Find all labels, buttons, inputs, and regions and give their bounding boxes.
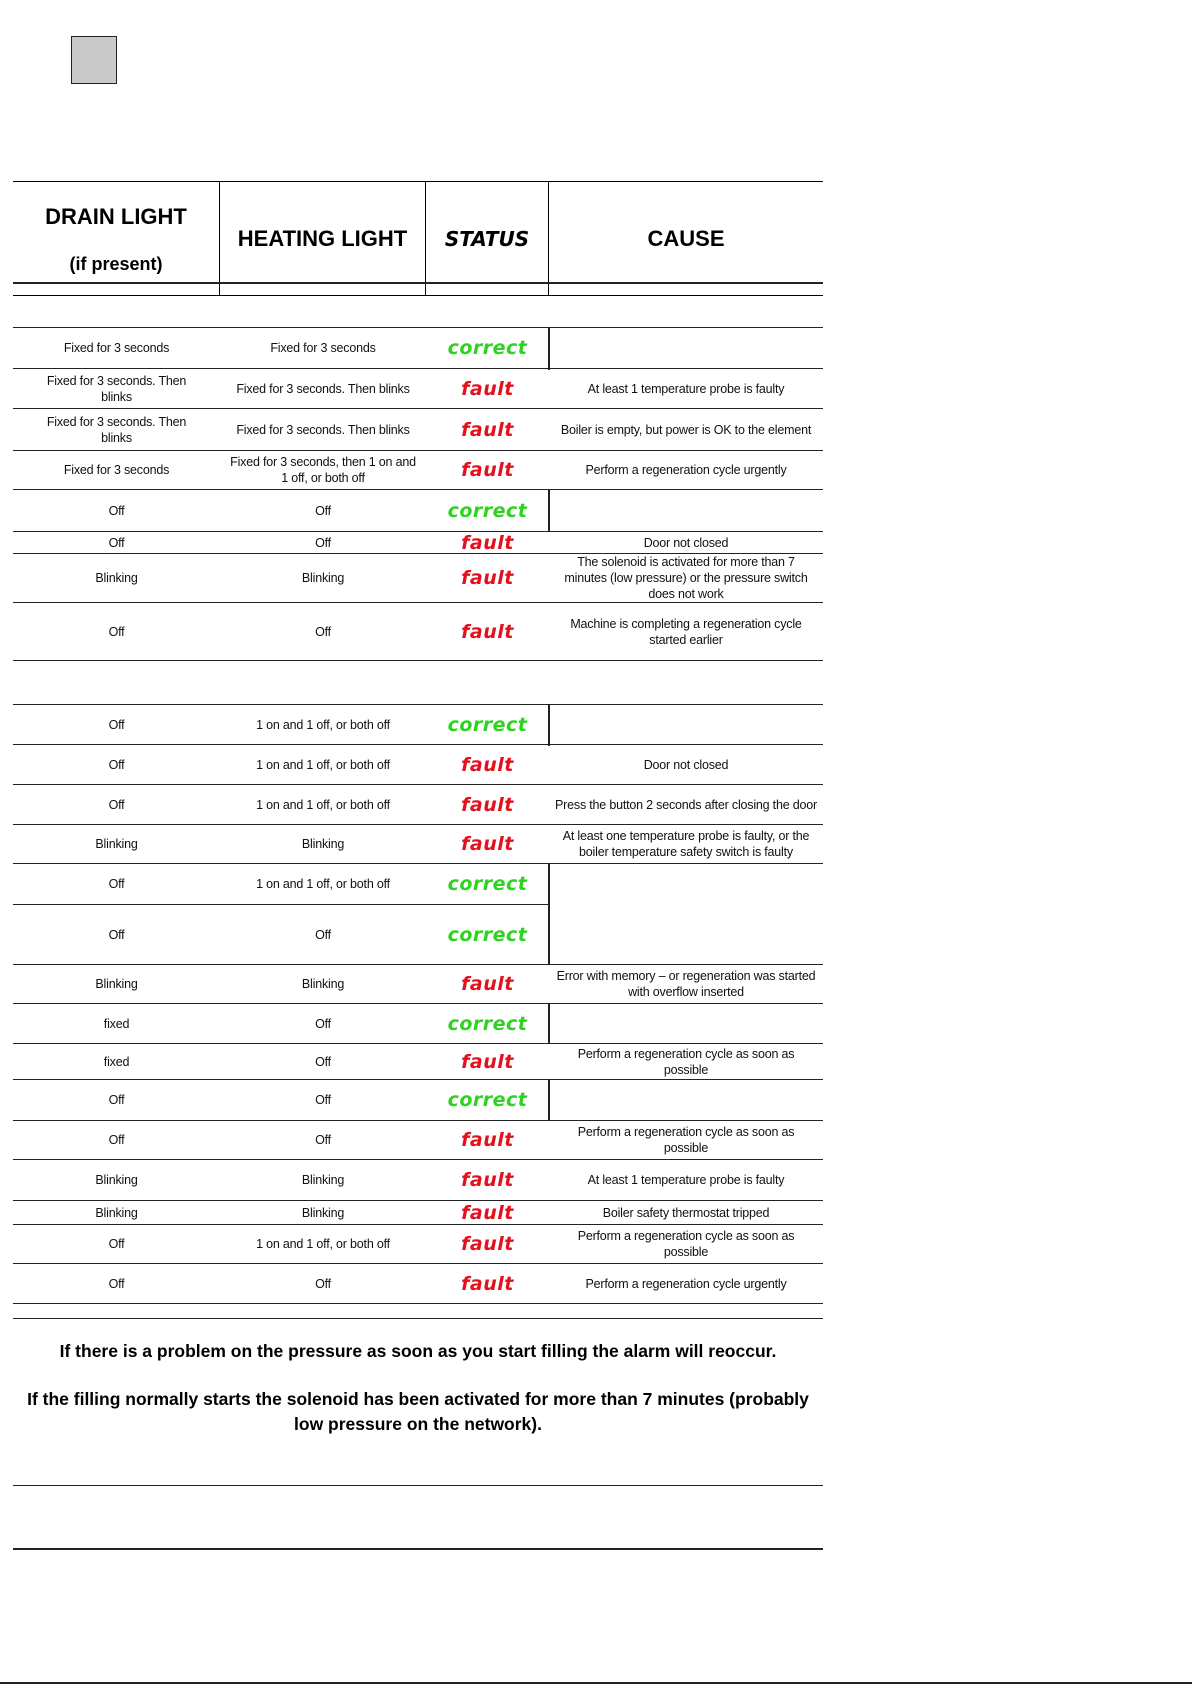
heating-light-cell-text: Off: [315, 535, 331, 550]
cause-cell-text: Perform a regeneration cycle urgently: [585, 1276, 787, 1291]
heating-light-cell: [220, 1004, 426, 1043]
drain-light-cell-text: Off: [108, 1093, 125, 1107]
heating-light-cell: [220, 1044, 426, 1079]
header-heating-title: HEATING LIGHT: [237, 226, 408, 251]
drain-light-cell-text: Blinking: [95, 1173, 138, 1187]
cause-box-border: [548, 490, 550, 532]
drain-light-cell: [13, 1201, 220, 1224]
drain-light-cell: [13, 905, 220, 964]
drain-light-cell-text: Off: [108, 797, 125, 812]
status-cell: [426, 1225, 549, 1263]
status-cell: [426, 825, 549, 863]
table-row: [13, 554, 823, 603]
status-cell: [426, 1121, 549, 1159]
cause-cell-text: At least one temperature probe is faulty, or the boiler temperature safety switch is faulty: [562, 829, 810, 859]
table-row: [13, 1201, 823, 1225]
cause-cell: [549, 1160, 823, 1200]
drain-light-cell-text: Off: [108, 503, 125, 518]
status-cell-text: fault: [461, 567, 514, 589]
heating-light-cell: [220, 825, 426, 863]
table-row: [13, 369, 823, 409]
heating-light-cell: [220, 554, 426, 602]
heating-light-cell: [220, 1264, 426, 1303]
pressure-note: [13, 1318, 823, 1486]
table-header: [13, 181, 823, 296]
status-cell: [426, 1044, 549, 1079]
drain-light-cell: [13, 603, 220, 660]
heating-light-cell-text: Off: [315, 1276, 331, 1291]
cause-cell-text: Perform a regeneration cycle as soon as possible: [577, 1046, 795, 1077]
cause-cell: [549, 745, 823, 784]
status-cell: [426, 490, 549, 531]
heating-light-cell-text: 1 on and 1 off, or both off: [256, 717, 390, 732]
table-row: [13, 864, 823, 905]
status-cell: [426, 1004, 549, 1043]
cause-box-border: [548, 1004, 550, 1044]
page-bottom-rule: [0, 1682, 1192, 1684]
row-top-rule: [13, 704, 549, 706]
heating-light-cell: [220, 785, 426, 824]
drain-light-cell: [13, 965, 220, 1003]
table-row: [13, 532, 823, 554]
heating-light-cell: [220, 965, 426, 1003]
status-cell-text: fault: [461, 1201, 514, 1224]
cause-cell: [549, 1264, 823, 1303]
cause-cell: [549, 1044, 823, 1079]
cause-cell: [549, 1225, 823, 1263]
drain-light-cell: [13, 1225, 220, 1263]
row-top-rule: [13, 327, 549, 329]
heating-light-cell: [220, 1201, 426, 1224]
heating-light-cell: [220, 1225, 426, 1263]
drain-light-cell-text: Blinking: [95, 1205, 138, 1220]
drain-light-cell: [13, 554, 220, 602]
header-status: [426, 182, 549, 296]
status-cell-text: fault: [461, 973, 514, 995]
status-cell: [426, 745, 549, 784]
cause-cell-text: Boiler safety thermostat tripped: [602, 1205, 770, 1220]
status-cell: [426, 1264, 549, 1303]
heating-light-cell: [220, 745, 426, 784]
drain-light-cell: [13, 328, 220, 368]
status-cell-text: fault: [461, 1169, 514, 1191]
status-cell: [426, 1160, 549, 1200]
drain-light-cell-text: Blinking: [95, 837, 138, 851]
status-cell-text: fault: [461, 459, 514, 481]
cause-cell: [549, 409, 823, 450]
table-row: [13, 1160, 823, 1201]
status-cell: [426, 1201, 549, 1224]
drain-light-cell: [13, 705, 220, 744]
table-row: [13, 704, 823, 745]
row-top-rule: [13, 1003, 549, 1005]
heating-light-cell-text: Off: [315, 624, 331, 639]
status-cell: [426, 409, 549, 450]
cause-cell: [549, 864, 823, 904]
table-row: [13, 1121, 823, 1160]
status-cell: [426, 603, 549, 660]
header-drain-light: [13, 182, 220, 296]
heating-light-cell-text: Fixed for 3 seconds. Then blinks: [236, 422, 410, 437]
table-row: [13, 327, 823, 369]
status-cell-text: correct: [447, 873, 528, 895]
cause-box-border: [548, 1080, 550, 1121]
table-row: [13, 905, 823, 965]
heating-light-cell: [220, 490, 426, 531]
cause-cell-text: Door not closed: [643, 535, 729, 550]
status-cell: [426, 905, 549, 964]
heating-light-cell-text: Off: [315, 1093, 331, 1107]
drain-light-cell-text: Fixed for 3 seconds. Then blinks: [46, 414, 187, 445]
cause-cell-text: Door not closed: [643, 757, 729, 772]
heating-light-cell-text: Blinking: [301, 571, 345, 585]
cause-cell-text: At least 1 temperature probe is faulty: [587, 381, 785, 396]
heating-light-cell-text: Fixed for 3 seconds. Then blinks: [236, 381, 410, 396]
status-cell: [426, 554, 549, 602]
heating-light-cell-text: Blinking: [301, 977, 345, 991]
cause-cell: [549, 1201, 823, 1224]
drain-light-cell-text: Off: [108, 1276, 125, 1291]
drain-light-cell-text: Fixed for 3 seconds: [63, 341, 170, 355]
row-top-rule: [13, 863, 549, 865]
cause-cell-text: Error with memory – or regeneration was started with overflow inserted: [556, 969, 816, 999]
drain-light-cell: [13, 864, 220, 904]
drain-light-cell: [13, 825, 220, 863]
cause-cell: [549, 905, 823, 964]
table-row: [13, 785, 823, 825]
table-row: [13, 1080, 823, 1121]
cause-box-border: [548, 705, 550, 746]
heating-light-cell-text: Blinking: [301, 837, 345, 851]
status-cell-text: correct: [447, 1012, 528, 1035]
status-cell: [426, 451, 549, 489]
heating-light-cell: [220, 409, 426, 450]
drain-light-cell-text: Fixed for 3 seconds: [63, 463, 170, 477]
cause-cell: [549, 451, 823, 489]
page-thumbnail: [71, 36, 117, 84]
heating-light-cell: [220, 1121, 426, 1159]
table-row: [13, 451, 823, 490]
table-row: [13, 965, 823, 1004]
cause-cell: [549, 1004, 823, 1043]
note-line-1: If there is a problem on the pressure as soon as you start filling the alarm will reoccur.: [59, 1341, 777, 1361]
status-cell-text: fault: [461, 753, 514, 776]
status-cell: [426, 785, 549, 824]
heating-light-cell-text: Off: [315, 1133, 331, 1147]
table-row: [13, 1004, 823, 1044]
status-cell-text: fault: [461, 1050, 514, 1073]
heating-light-cell-text: Blinking: [301, 1173, 345, 1187]
drain-light-cell: [13, 1004, 220, 1043]
status-cell-text: correct: [447, 1089, 528, 1111]
cause-box-border: [548, 328, 550, 370]
status-cell-text: correct: [447, 923, 528, 946]
drain-light-cell: [13, 785, 220, 824]
heating-light-cell-text: 1 on and 1 off, or both off: [256, 757, 390, 772]
header-heating-light: [220, 182, 426, 296]
drain-light-cell-text: fixed: [103, 1054, 130, 1069]
table-row: [13, 1044, 823, 1080]
drain-light-cell-text: Blinking: [95, 571, 138, 585]
status-cell-text: correct: [447, 499, 528, 522]
header-drain-title: DRAIN LIGHT: [45, 203, 187, 229]
heating-light-cell: [220, 905, 426, 964]
status-cell-text: fault: [461, 531, 514, 554]
heating-light-cell-text: 1 on and 1 off, or both off: [256, 1237, 390, 1251]
end-divider: [13, 1548, 823, 1550]
drain-light-cell: [13, 490, 220, 531]
status-cell-text: fault: [461, 833, 514, 855]
drain-light-cell: [13, 745, 220, 784]
header-drain-sub: (if present): [69, 253, 163, 274]
drain-light-cell-text: Off: [108, 927, 125, 942]
heating-light-cell: [220, 864, 426, 904]
status-cell-text: correct: [447, 337, 528, 359]
drain-light-cell-text: Fixed for 3 seconds. Then blinks: [46, 373, 187, 404]
cause-cell: [549, 825, 823, 863]
heating-light-cell-text: Off: [315, 1016, 331, 1031]
cause-cell-text: Boiler is empty, but power is OK to the element: [560, 422, 812, 437]
status-cell-text: fault: [461, 1233, 514, 1255]
status-cell: [426, 965, 549, 1003]
section-rule: [13, 282, 823, 284]
heating-light-cell-text: Fixed for 3 seconds: [270, 341, 376, 355]
status-cell-text: fault: [461, 418, 514, 441]
drain-light-cell-text: fixed: [103, 1016, 130, 1031]
drain-light-cell-text: Off: [108, 1133, 125, 1147]
cause-cell: [549, 1080, 823, 1120]
status-cell-text: correct: [447, 713, 528, 736]
row-top-rule: [13, 489, 549, 491]
drain-light-cell-text: Off: [108, 624, 125, 639]
table-row: [13, 490, 823, 532]
drain-light-cell: [13, 451, 220, 489]
drain-light-cell: [13, 369, 220, 408]
drain-light-cell-text: Blinking: [95, 977, 138, 991]
row-top-rule: [13, 1079, 549, 1081]
header-cause-title: CAUSE: [647, 226, 725, 251]
heating-light-cell-text: Off: [315, 1054, 331, 1069]
cause-cell-text: Perform a regeneration cycle as soon as possible: [577, 1229, 795, 1259]
heating-light-cell-text: Fixed for 3 seconds, then 1 on and 1 off, or both off: [230, 455, 416, 485]
drain-light-cell-text: Off: [108, 757, 125, 772]
status-cell: [426, 328, 549, 368]
heating-light-cell-text: 1 on and 1 off, or both off: [256, 797, 390, 812]
cause-cell-text: Perform a regeneration cycle as soon as possible: [577, 1125, 795, 1155]
drain-light-cell-text: Off: [108, 717, 125, 732]
cause-cell: [549, 369, 823, 408]
drain-light-cell-text: Off: [108, 1237, 125, 1251]
table-row: [13, 1264, 823, 1304]
note-line-2: If the filling normally starts the solenoid has been activated for more than 7 minutes (probably low pressure on the network).: [27, 1389, 809, 1434]
heating-light-cell-text: Off: [315, 927, 331, 942]
table-row: [13, 825, 823, 864]
cause-cell-text: Press the button 2 seconds after closing the door: [555, 797, 817, 812]
status-cell: [426, 532, 549, 553]
cause-cell: [549, 1121, 823, 1159]
cause-box-border: [548, 905, 550, 965]
status-cell-text: fault: [461, 793, 514, 816]
table-row: [13, 603, 823, 661]
drain-light-cell: [13, 409, 220, 450]
drain-light-cell: [13, 1264, 220, 1303]
cause-cell: [549, 328, 823, 368]
heating-light-cell-text: Off: [315, 503, 331, 518]
heating-light-cell: [220, 1160, 426, 1200]
drain-light-cell: [13, 1080, 220, 1120]
cause-cell: [549, 705, 823, 744]
drain-light-cell-text: Off: [108, 877, 125, 891]
heating-light-cell-text: 1 on and 1 off, or both off: [256, 877, 390, 891]
drain-light-cell: [13, 532, 220, 553]
drain-light-cell-text: Off: [108, 535, 125, 550]
drain-light-cell: [13, 1044, 220, 1079]
status-cell-text: fault: [461, 620, 514, 643]
header-status-title: STATUS: [444, 227, 530, 251]
heating-light-cell-text: Blinking: [301, 1205, 345, 1220]
table-row: [13, 409, 823, 451]
cause-box-border: [548, 864, 550, 905]
heating-light-cell: [220, 451, 426, 489]
heating-light-cell: [220, 603, 426, 660]
cause-cell: [549, 554, 823, 602]
status-cell-text: fault: [461, 377, 514, 400]
heating-light-cell: [220, 1080, 426, 1120]
status-cell: [426, 1080, 549, 1120]
heating-light-cell: [220, 532, 426, 553]
drain-light-cell: [13, 1160, 220, 1200]
cause-cell-text: At least 1 temperature probe is faulty: [587, 1173, 785, 1187]
cause-cell: [549, 965, 823, 1003]
cause-cell-text: Machine is completing a regeneration cycle started earlier: [570, 616, 802, 647]
heating-light-cell: [220, 369, 426, 408]
status-cell-text: fault: [461, 1129, 514, 1151]
drain-light-cell: [13, 1121, 220, 1159]
heating-light-cell: [220, 705, 426, 744]
cause-cell: [549, 785, 823, 824]
cause-cell: [549, 490, 823, 531]
cause-cell-text: Perform a regeneration cycle urgently: [585, 463, 787, 477]
status-cell-text: fault: [461, 1272, 514, 1295]
cause-cell-text: The solenoid is activated for more than 7 minutes (low pressure) or the pressure switch does not work: [564, 555, 808, 601]
cause-cell: [549, 603, 823, 660]
status-cell: [426, 864, 549, 904]
cause-cell: [549, 532, 823, 553]
table-row: [13, 745, 823, 785]
status-cell: [426, 705, 549, 744]
header-cause: [549, 182, 823, 296]
table-row: [13, 1225, 823, 1264]
heating-light-cell: [220, 328, 426, 368]
status-cell: [426, 369, 549, 408]
